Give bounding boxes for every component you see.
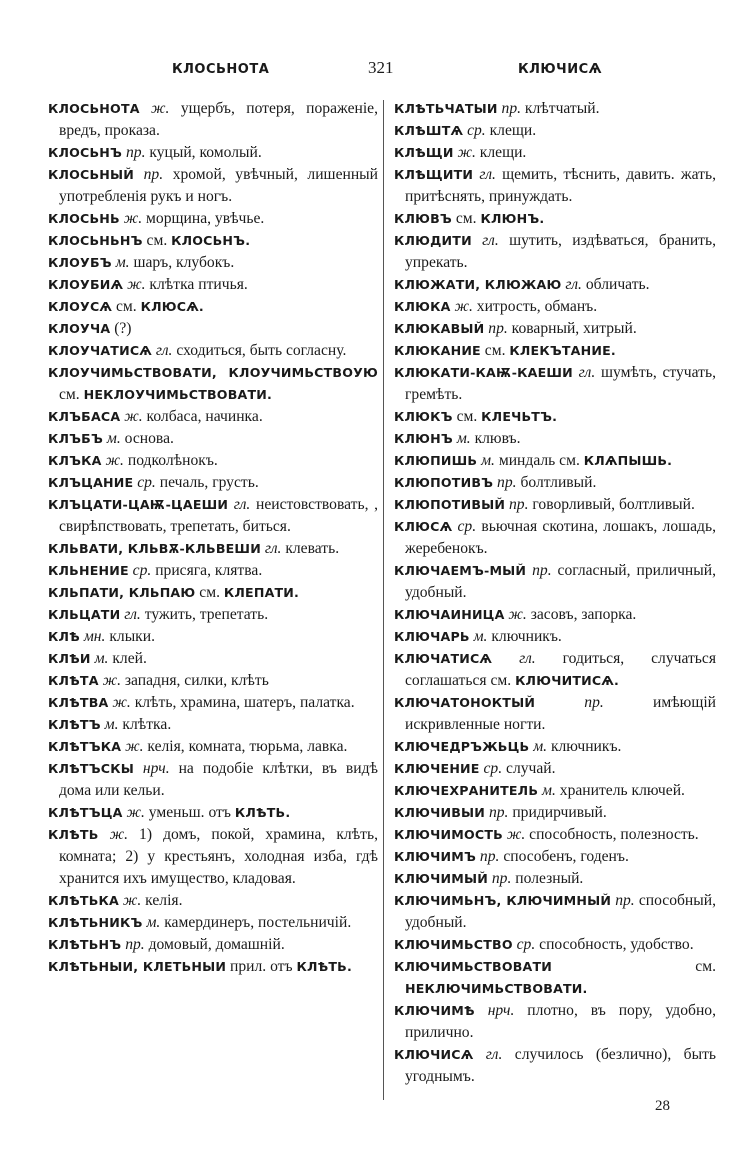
dictionary-entry bbox=[48, 538, 378, 560]
grammar-label: пр. bbox=[535, 694, 604, 711]
grammar-label: ж. bbox=[123, 276, 146, 293]
headword: КЛЮЧАТОНОКТЫЙ bbox=[394, 695, 536, 710]
dictionary-entry bbox=[394, 164, 716, 208]
definition-text: см. bbox=[112, 298, 141, 315]
headword: КЛЮЧЕХРАНИТЕЛЬ bbox=[394, 783, 539, 798]
grammar-label: м. bbox=[100, 716, 119, 733]
dictionary-entry bbox=[394, 494, 716, 516]
dictionary-entry bbox=[48, 296, 378, 318]
grammar-label: гл. bbox=[151, 342, 173, 359]
dictionary-entry bbox=[48, 604, 378, 626]
headword: КЛОУСѦ bbox=[48, 299, 113, 314]
dictionary-entry bbox=[394, 98, 716, 120]
dictionary-entry bbox=[48, 824, 378, 890]
grammar-label: ж. bbox=[450, 298, 473, 315]
grammar-label: пр. bbox=[484, 320, 508, 337]
dictionary-entry bbox=[48, 758, 378, 802]
dictionary-entry bbox=[394, 824, 716, 846]
grammar-label: м. bbox=[452, 430, 471, 447]
dictionary-entry bbox=[394, 296, 716, 318]
grammar-label: гл. bbox=[572, 364, 596, 381]
grammar-label: ж. bbox=[108, 694, 131, 711]
headword: КЛОУЧИМЬСТВОВАТИ, КЛОУЧИМЬСТВОУЮ bbox=[48, 365, 378, 380]
headword: КЛОСЬНЫЙ bbox=[48, 167, 135, 182]
headword: КЛЮЧИМЬСТВО bbox=[394, 937, 513, 952]
headword: КЛЪЦАНИЕ bbox=[48, 475, 134, 490]
grammar-label: пр. bbox=[505, 496, 529, 513]
grammar-label: гл. bbox=[473, 166, 496, 183]
grammar-label: ср. bbox=[512, 936, 536, 953]
headword: КЛѢТЪКА bbox=[48, 739, 122, 754]
dictionary-entry bbox=[394, 142, 716, 164]
dictionary-entry bbox=[394, 802, 716, 824]
column-divider bbox=[383, 100, 384, 1100]
definition-text: хитрость, обманъ. bbox=[472, 298, 598, 315]
grammar-label: мн. bbox=[79, 628, 106, 645]
definition-text: уменьш. отъ bbox=[144, 804, 235, 821]
definition-text: см. bbox=[452, 408, 482, 425]
headword: КЛЮЧАЕМЪ-МЫЙ bbox=[394, 563, 527, 578]
headword: КЛЪБЪ bbox=[48, 431, 104, 446]
headword: КЛЮНЪ bbox=[394, 431, 453, 446]
headword: КЛЮЧИМѢ bbox=[394, 1003, 475, 1018]
definition-text: щемить, тѣснить, давить. жать, притѣснять, принуждать. bbox=[405, 166, 716, 205]
headword: КЛЮКА bbox=[394, 299, 451, 314]
dictionary-entry bbox=[394, 604, 716, 626]
grammar-label: ж. bbox=[504, 606, 527, 623]
headword: КЛЕПАТИ. bbox=[223, 585, 300, 600]
headword: КЛЮСѦ. bbox=[140, 299, 204, 314]
definition-text: 1) домъ, покой, храмина, клѣть, комната; 2) у крестьянъ, холодная изба, гдѣ хранится ихъ имущество, кладовая. bbox=[59, 826, 378, 887]
headword: КЛЬВАТИ, КЛЬВѪ-КЛЬВЕШИ bbox=[48, 541, 261, 556]
grammar-label: пр. bbox=[493, 474, 517, 491]
headword: КЛЮЧИМЬНЪ, КЛЮЧИМНЫЙ bbox=[394, 893, 612, 908]
dictionary-entry bbox=[394, 1044, 716, 1088]
grammar-label: м. bbox=[538, 782, 556, 799]
headword: КЛОСЬНЬНЪ bbox=[48, 233, 143, 248]
definition-text: основа. bbox=[120, 430, 174, 447]
definition-text: камердинеръ, постельничій. bbox=[160, 914, 352, 931]
definition-text: келія. bbox=[141, 892, 183, 909]
grammar-label: пр. bbox=[476, 848, 500, 865]
headword: КЛѢТЪЦА bbox=[48, 805, 123, 820]
headword: КЛѢТВА bbox=[48, 695, 109, 710]
headword: КЛЪБАСА bbox=[48, 409, 121, 424]
headword: КЛОУЧАТИСѦ bbox=[48, 343, 152, 358]
headword: КЛЮЧИМЬСТВОВАТИ bbox=[394, 959, 552, 974]
grammar-label: ж. bbox=[502, 826, 526, 843]
headword: НЕКЛЮЧИМЬСТВОВАТИ. bbox=[405, 981, 588, 996]
grammar-label: гл. bbox=[492, 650, 536, 667]
headword: КЛОУБИѦ bbox=[48, 277, 124, 292]
dictionary-entry bbox=[394, 362, 716, 406]
headword: КЛОУБЪ bbox=[48, 255, 112, 270]
grammar-label: гл. bbox=[120, 606, 141, 623]
headword: КЛѢТЬЧАТЫИ bbox=[394, 101, 498, 116]
definition-text: тужить, трепетать. bbox=[140, 606, 269, 623]
dictionary-entry bbox=[48, 582, 378, 604]
dictionary-entry bbox=[394, 648, 716, 692]
dictionary-entry bbox=[48, 714, 378, 736]
headword: КЛѢТЪ bbox=[48, 717, 101, 732]
grammar-label: пр. bbox=[121, 936, 145, 953]
headword: КЛЮПИШЬ bbox=[394, 453, 478, 468]
definition-text: см. bbox=[195, 584, 224, 601]
grammar-label: ж. bbox=[98, 826, 128, 843]
definition-text: западня, силки, клѣть bbox=[121, 672, 269, 689]
headword: КЛѢТЪСКЫ bbox=[48, 761, 134, 776]
definition-text: клыки. bbox=[105, 628, 155, 645]
definition-text: обличать. bbox=[581, 276, 650, 293]
definition-text: подколѣнокъ. bbox=[123, 452, 218, 469]
definition-text: печаль, грусть. bbox=[155, 474, 259, 491]
definition-text: способность, удобство. bbox=[535, 936, 694, 953]
grammar-label: гл. bbox=[260, 540, 282, 557]
dictionary-entry bbox=[394, 318, 716, 340]
definition-text: см. bbox=[552, 958, 716, 975]
dictionary-entry bbox=[394, 340, 716, 362]
dictionary-entry bbox=[48, 340, 378, 362]
definition-text: клѣть, храмина, шатеръ, палатка. bbox=[130, 694, 355, 711]
dictionary-entry bbox=[48, 406, 378, 428]
headword: КЛЮКЪ bbox=[394, 409, 453, 424]
dictionary-entry bbox=[48, 142, 378, 164]
dictionary-entry bbox=[394, 274, 716, 296]
dictionary-entry bbox=[48, 648, 378, 670]
grammar-label: гл. bbox=[561, 276, 582, 293]
headword: КЛЮЧАИНИЦА bbox=[394, 607, 505, 622]
definition-text: присяга, клятва. bbox=[151, 562, 263, 579]
definition-text: клей. bbox=[108, 650, 147, 667]
headword: КЛОСЬНОТА bbox=[48, 101, 140, 116]
headword: КЛЮЧИСѦ bbox=[394, 1047, 474, 1062]
definition-text: хранитель ключей. bbox=[555, 782, 685, 799]
grammar-label: пр. bbox=[611, 892, 635, 909]
definition-text: ущербъ, потеря, пораженіе, вредъ, проказа. bbox=[59, 100, 378, 139]
grammar-label: м. bbox=[111, 254, 130, 271]
dictionary-entry bbox=[394, 120, 716, 142]
dictionary-entry bbox=[394, 780, 716, 802]
definition-text: имѣющій искривленные ногти. bbox=[405, 694, 716, 733]
grammar-label: ср. bbox=[479, 760, 503, 777]
dictionary-entry bbox=[394, 560, 716, 604]
grammar-label: ср. bbox=[463, 122, 486, 139]
dictionary-entry bbox=[48, 802, 378, 824]
definition-text: способенъ, годенъ. bbox=[499, 848, 629, 865]
grammar-label: ж. bbox=[139, 100, 170, 117]
dictionary-entry bbox=[394, 428, 716, 450]
signature-mark: 28 bbox=[655, 1098, 670, 1114]
headword: КЛЮЧАТИСѦ bbox=[394, 651, 493, 666]
definition-text: придирчивый. bbox=[508, 804, 607, 821]
definition-text: случилось (безлично), быть угоднымъ. bbox=[405, 1046, 716, 1085]
dictionary-entry bbox=[48, 450, 378, 472]
grammar-label: нрч. bbox=[474, 1002, 515, 1019]
headword: КЛЮЧАРЬ bbox=[394, 629, 470, 644]
headword: КЛЮКАНИЕ bbox=[394, 343, 481, 358]
definition-text: клювъ. bbox=[470, 430, 521, 447]
dictionary-entry bbox=[394, 208, 716, 230]
grammar-label: ж. bbox=[119, 210, 143, 227]
dictionary-entry bbox=[48, 670, 378, 692]
grammar-label: гл. bbox=[228, 496, 251, 513]
right-column bbox=[394, 98, 716, 1088]
dictionary-entry bbox=[48, 318, 378, 340]
dictionary-entry bbox=[394, 450, 716, 472]
headword: КЛЬНЕНИЕ bbox=[48, 563, 129, 578]
headword: КЛЮПОТИВЫЙ bbox=[394, 497, 506, 512]
definition-text: клѣтка птичья. bbox=[145, 276, 248, 293]
definition-text: шаръ, клубокъ. bbox=[129, 254, 235, 271]
headword: КЛѢШТѦ bbox=[394, 123, 464, 138]
definition-text: способный, удобный. bbox=[405, 892, 717, 931]
definition-text: келія, комната, тюрьма, лавка. bbox=[143, 738, 348, 755]
definition-text: шумѣть, стучать, гремѣть. bbox=[405, 364, 716, 403]
grammar-label: ж. bbox=[122, 804, 145, 821]
definition-text: вьючная скотина, лошакъ, лошадь, жеребенокъ. bbox=[405, 518, 717, 557]
definition-text: см. bbox=[142, 232, 172, 249]
grammar-label: м. bbox=[477, 452, 495, 469]
dictionary-entry bbox=[394, 868, 716, 890]
definition-text: говорливый, болтливый. bbox=[528, 496, 695, 513]
headword: КЛЮЧИМЫЙ bbox=[394, 871, 488, 886]
headword: КЛЬЦАТИ bbox=[48, 607, 121, 622]
headword: КЛѢ bbox=[48, 629, 80, 644]
headword: КЛОСЬНЬ bbox=[48, 211, 120, 226]
dictionary-entry bbox=[48, 934, 378, 956]
headword: КЛЮЧИТИСѦ. bbox=[515, 673, 619, 688]
headword: КЛЮЧИМЪ bbox=[394, 849, 477, 864]
headword: КЛЮПОТИВЪ bbox=[394, 475, 494, 490]
dictionary-entry bbox=[394, 472, 716, 494]
dictionary-entry bbox=[394, 846, 716, 868]
dictionary-entry bbox=[394, 956, 716, 1000]
headword: КЛЮВЪ bbox=[394, 211, 452, 226]
grammar-label: ж. bbox=[101, 452, 124, 469]
headword: КЛЮЧЕДРЪЖЬЦЬ bbox=[394, 739, 530, 754]
dictionary-entry bbox=[48, 362, 378, 406]
dictionary-entry bbox=[48, 428, 378, 450]
headword: КЛѢИ bbox=[48, 651, 91, 666]
dictionary-entry bbox=[48, 208, 378, 230]
definition-text: сходиться, быть согласну. bbox=[172, 342, 347, 359]
grammar-label: пр. bbox=[497, 100, 522, 117]
headword: КЛЮЧЕНИЕ bbox=[394, 761, 480, 776]
definition-text: клѣтка. bbox=[118, 716, 172, 733]
definition-text: плотно, въ пору, удобно, прилично. bbox=[405, 1002, 716, 1041]
definition-text: шутить, издѣваться, бранить, упрекать. bbox=[405, 232, 716, 271]
running-head-right: КЛЮЧИСѦ bbox=[518, 62, 603, 77]
dictionary-entry bbox=[48, 890, 378, 912]
definition-text: прил. отъ bbox=[226, 958, 297, 975]
definition-text: клѣтчатый. bbox=[521, 100, 600, 117]
grammar-label: ср. bbox=[128, 562, 152, 579]
definition-text: морщина, увѣчье. bbox=[142, 210, 265, 227]
headword: КЛЪКА bbox=[48, 453, 102, 468]
dictionary-entry bbox=[48, 98, 378, 142]
definition-text: миндаль см. bbox=[494, 452, 584, 469]
headword: КЛѦПЫШЬ. bbox=[583, 453, 673, 468]
running-head-left: КЛОСЬНОТА bbox=[172, 62, 270, 77]
dictionary-entry bbox=[48, 560, 378, 582]
dictionary-entry bbox=[394, 736, 716, 758]
definition-text: согласный, приличный, удобный. bbox=[405, 562, 716, 601]
headword: КЛЮЧИВЫИ bbox=[394, 805, 486, 820]
definition-text: на подобіе клѣтки, въ видѣ дома или кельи. bbox=[59, 760, 378, 799]
grammar-label: м. bbox=[469, 628, 488, 645]
dictionary-entry bbox=[394, 692, 716, 736]
headword: КЛЮЖАТИ, КЛЮЖАЮ bbox=[394, 277, 562, 292]
definition-text: см. bbox=[59, 386, 84, 403]
definition-text: хромой, увѣчный, лишенный употребленія рукъ и ногъ. bbox=[59, 166, 378, 205]
grammar-label: ж. bbox=[98, 672, 121, 689]
left-column-wrapper bbox=[48, 98, 378, 978]
headword: КЛѢЩИТИ bbox=[394, 167, 474, 182]
headword: КЛѢТЬНЫИ, КЛЕТЬНЫИ bbox=[48, 959, 227, 974]
headword: КЛЮКАВЫЙ bbox=[394, 321, 485, 336]
headword: КЛѢТЬНИКЪ bbox=[48, 915, 143, 930]
definition-text: клевать. bbox=[281, 540, 340, 557]
dictionary-entry bbox=[48, 956, 378, 978]
grammar-label: пр. bbox=[122, 144, 146, 161]
grammar-label: ж. bbox=[120, 408, 143, 425]
headword: КЛЮЧИМОСТЬ bbox=[394, 827, 503, 842]
headword: КЛЮКАТИ-КАѬ-КАЕШИ bbox=[394, 365, 573, 380]
grammar-label: ж. bbox=[121, 738, 144, 755]
headword: КЛѢТЬ. bbox=[234, 805, 291, 820]
definition-text: коварный, хитрый. bbox=[507, 320, 637, 337]
definition-text: домовый, домашній. bbox=[144, 936, 285, 953]
dictionary-entry bbox=[48, 164, 378, 208]
dictionary-entry bbox=[48, 692, 378, 714]
grammar-label: м. bbox=[142, 914, 161, 931]
headword: КЛЕКЪТАНИЕ. bbox=[509, 343, 616, 358]
headword: КЛѢЩИ bbox=[394, 145, 454, 160]
dictionary-entry bbox=[394, 406, 716, 428]
grammar-label: пр. bbox=[526, 562, 552, 579]
headword: КЛЬПАТИ, КЛЬПАЮ bbox=[48, 585, 196, 600]
headword: КЛЮДИТИ bbox=[394, 233, 472, 248]
definition-text: ключникъ. bbox=[547, 738, 622, 755]
headword: КЛѢТЬ bbox=[48, 827, 99, 842]
grammar-label: м. bbox=[90, 650, 109, 667]
headword: КЛЕЧЬТЪ. bbox=[481, 409, 558, 424]
grammar-label: м. bbox=[529, 738, 548, 755]
headword: КЛЮСѦ bbox=[394, 519, 453, 534]
grammar-label: пр. bbox=[487, 870, 512, 887]
grammar-label: пр. bbox=[134, 166, 164, 183]
left-column bbox=[48, 98, 378, 978]
definition-text: колбаса, начинка. bbox=[142, 408, 263, 425]
page-number: 321 bbox=[368, 58, 394, 77]
dictionary-entry bbox=[394, 626, 716, 648]
grammar-label: ср. bbox=[133, 474, 156, 491]
dictionary-entry bbox=[394, 516, 716, 560]
definition-text: (?) bbox=[110, 320, 132, 337]
headword: КЛОУЧА bbox=[48, 321, 111, 336]
headword: КЛѢТЬКА bbox=[48, 893, 119, 908]
dictionary-entry bbox=[48, 626, 378, 648]
dictionary-entry bbox=[394, 1000, 716, 1044]
grammar-label: ж. bbox=[453, 144, 476, 161]
definition-text: полезный. bbox=[511, 870, 584, 887]
definition-text: клещи. bbox=[475, 144, 527, 161]
headword: КЛОСЬНЪ bbox=[48, 145, 123, 160]
definition-text: клещи. bbox=[485, 122, 537, 139]
definition-text: случай. bbox=[502, 760, 556, 777]
grammar-label: м. bbox=[103, 430, 121, 447]
definition-text: засовъ, запорка. bbox=[526, 606, 637, 623]
dictionary-entry bbox=[394, 758, 716, 780]
dictionary-entry bbox=[394, 934, 716, 956]
definition-text: неистовствовать, , свирѣпствовать, трепетать, биться. bbox=[59, 496, 378, 535]
dictionary-entry bbox=[48, 230, 378, 252]
headword: КЛѢТА bbox=[48, 673, 99, 688]
headword: КЛѢТЬНЪ bbox=[48, 937, 122, 952]
grammar-label: нрч. bbox=[133, 760, 170, 777]
headword: КЛОСЬНЪ. bbox=[171, 233, 251, 248]
right-column-wrapper bbox=[394, 98, 716, 1116]
headword: КЛѢТЬ. bbox=[296, 959, 352, 974]
definition-text: ключникъ. bbox=[487, 628, 562, 645]
dictionary-entry bbox=[48, 252, 378, 274]
grammar-label: пр. bbox=[485, 804, 509, 821]
headword: КЛЪЦАТИ-ЦАѬ-ЦАЕШИ bbox=[48, 497, 229, 512]
definition-text: см. bbox=[451, 210, 481, 227]
definition-text: болтливый. bbox=[516, 474, 597, 491]
definition-text: см. bbox=[480, 342, 510, 359]
dictionary-entry bbox=[48, 472, 378, 494]
dictionary-entry bbox=[48, 494, 378, 538]
grammar-label: ж. bbox=[118, 892, 142, 909]
dictionary-entry bbox=[48, 912, 378, 934]
dictionary-entry bbox=[48, 736, 378, 758]
headword: НЕКЛОУЧИМЬСТВОВАТИ. bbox=[83, 387, 272, 402]
definition-text: годиться, случаться соглашаться см. bbox=[405, 650, 716, 689]
grammar-label: гл. bbox=[473, 1046, 503, 1063]
definition-text: способность, полезность. bbox=[525, 826, 699, 843]
dictionary-entry bbox=[394, 890, 716, 934]
headword: КЛЮНЪ. bbox=[480, 211, 545, 226]
grammar-label: ср. bbox=[452, 518, 477, 535]
grammar-label: гл. bbox=[471, 232, 499, 249]
dictionary-entry bbox=[394, 230, 716, 274]
dictionary-entry bbox=[48, 274, 378, 296]
definition-text: куцый, комолый. bbox=[145, 144, 262, 161]
